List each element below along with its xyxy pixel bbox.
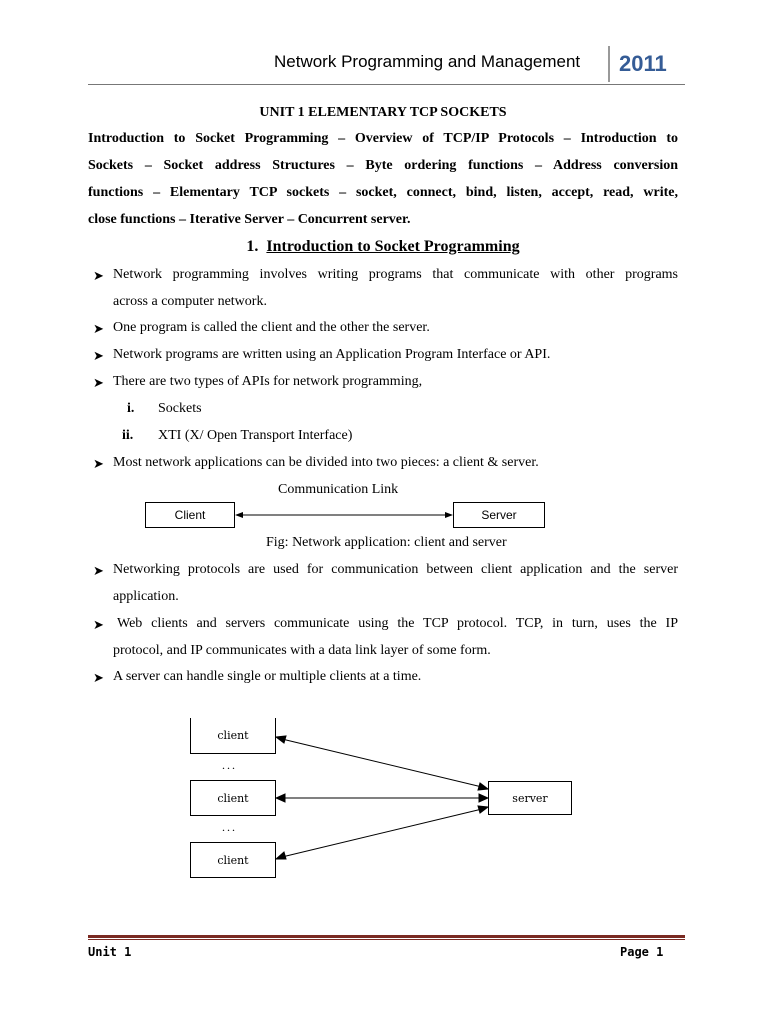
list-numeral: ii.	[122, 428, 134, 443]
header-divider	[608, 46, 610, 82]
bullet-text: Most network applications can be divided into two pieces: a client & server.	[113, 455, 539, 470]
bullet-text: Web clients and servers communicate using the TCP protocol. TCP, in turn, uses the IP	[117, 616, 678, 631]
list-numeral: i.	[127, 401, 135, 416]
arrowhead-icon	[478, 806, 488, 813]
figure2-ellipsis: ...	[222, 758, 237, 772]
arrowhead-icon	[479, 794, 488, 802]
header-year: 2011	[619, 51, 667, 76]
bullet-text: Networking protocols are used for communication between client application and the server	[113, 562, 678, 577]
arrowhead-icon	[478, 783, 488, 790]
list-item-text: XTI (X/ Open Transport Interface)	[158, 428, 353, 443]
figure2-client-box: client	[190, 780, 276, 816]
bullet-text: protocol, and IP communicates with a data link layer of some form.	[113, 643, 491, 658]
footer-rule	[88, 935, 685, 938]
figure1-link-label: Communication Link	[278, 482, 399, 497]
bullet-arrow-icon: ➤	[93, 617, 104, 632]
bullet-arrow-icon: ➤	[93, 375, 104, 390]
bullet-text: Network programs are written using an Application Program Interface or API.	[113, 347, 551, 362]
arrowhead-icon	[276, 852, 286, 859]
figure1-server-box: Server	[453, 502, 545, 528]
header-title: Network Programming and Management	[274, 52, 581, 71]
section-heading	[88, 238, 678, 256]
header-rule	[88, 84, 685, 85]
arrowhead-icon	[276, 794, 285, 802]
footer-page-number: Page 1	[620, 945, 664, 959]
bullet-text: application.	[113, 589, 179, 604]
bullet-arrow-icon: ➤	[93, 670, 104, 685]
arrowhead-icon	[276, 736, 286, 743]
figure2-ellipsis: ...	[222, 820, 237, 834]
figure1-client-box: Client	[145, 502, 235, 528]
intro-line: close functions – Iterative Server – Concurrent server.	[88, 212, 411, 227]
figure2-server-box: server	[488, 781, 572, 815]
figure2-connection-arrows	[276, 730, 488, 865]
bullet-text: One program is called the client and the other the server.	[113, 320, 430, 335]
figure2-client-box: client	[190, 842, 276, 878]
bullet-arrow-icon: ➤	[93, 456, 104, 471]
bullet-text: across a computer network.	[113, 294, 267, 309]
bullet-arrow-icon: ➤	[93, 563, 104, 578]
bullet-text: A server can handle single or multiple clients at a time.	[113, 669, 422, 684]
bullet-text: Network programming involves writing programs that communicate with other programs	[113, 267, 678, 282]
bullet-text: There are two types of APIs for network programming,	[113, 374, 423, 389]
intro-line: functions – Elementary TCP sockets – socket, connect, bind, listen, accept, read, write,	[88, 185, 678, 200]
bullet-arrow-icon: ➤	[93, 321, 104, 336]
figure2-client-box: client	[190, 718, 276, 754]
footer-rule	[88, 939, 685, 940]
intro-line: Sockets – Socket address Structures – Byte ordering functions – Address conversion	[88, 158, 678, 173]
figure1-link-arrow	[235, 505, 453, 525]
bullet-arrow-icon: ➤	[93, 348, 104, 363]
section-number: 1.	[246, 238, 259, 255]
list-item-text: Sockets	[158, 401, 202, 416]
intro-line: Introduction to Socket Programming – Overview of TCP/IP Protocols – Introduction to	[88, 131, 678, 146]
unit-title: UNIT 1 ELEMENTARY TCP SOCKETS	[259, 105, 507, 120]
section-title: Introduction to Socket Programming	[266, 238, 520, 255]
footer-unit: Unit 1	[88, 945, 132, 959]
figure1-caption: Fig: Network application: client and server	[266, 535, 507, 550]
bullet-arrow-icon: ➤	[93, 268, 104, 283]
